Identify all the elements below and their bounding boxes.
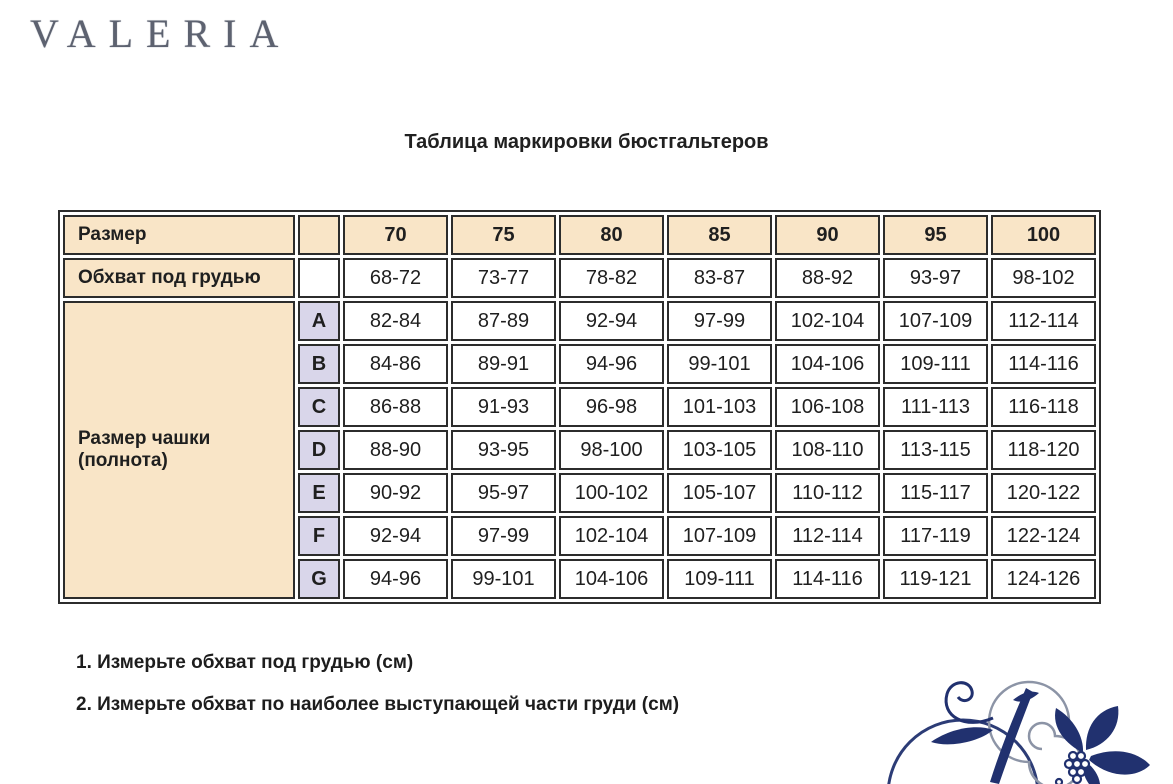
size-header-cell: 90 (775, 215, 880, 255)
underbust-cell: 73-77 (451, 258, 556, 298)
underbust-cell: 93-97 (883, 258, 988, 298)
cup-value-cell: 88-90 (343, 430, 448, 470)
cup-value-cell: 111-113 (883, 387, 988, 427)
cup-value-cell: 113-115 (883, 430, 988, 470)
cup-letter: F (298, 516, 340, 556)
cup-column-spacer (298, 258, 340, 298)
cup-value-cell: 106-108 (775, 387, 880, 427)
size-header-cell: 95 (883, 215, 988, 255)
cup-value-cell: 96-98 (559, 387, 664, 427)
cup-section-label (63, 301, 295, 599)
size-header-cell: 80 (559, 215, 664, 255)
cup-letter: D (298, 430, 340, 470)
cup-value-cell: 105-107 (667, 473, 772, 513)
underbust-cell: 98-102 (991, 258, 1096, 298)
cup-value-cell: 109-111 (883, 344, 988, 384)
cup-value-cell: 119-121 (883, 559, 988, 599)
size-header-cell: 85 (667, 215, 772, 255)
cup-value-cell: 92-94 (559, 301, 664, 341)
cup-value-cell: 97-99 (667, 301, 772, 341)
cup-value-cell: 93-95 (451, 430, 556, 470)
cup-value-cell: 122-124 (991, 516, 1096, 556)
floral-swirl-ornament-icon (873, 660, 1173, 784)
cup-value-cell: 112-114 (991, 301, 1096, 341)
size-header-cell: 70 (343, 215, 448, 255)
cup-value-cell: 112-114 (775, 516, 880, 556)
cup-value-cell: 95-97 (451, 473, 556, 513)
cup-value-cell: 97-99 (451, 516, 556, 556)
cup-section-label-line1: Размер чашки (78, 428, 211, 449)
cup-value-cell: 102-104 (775, 301, 880, 341)
cup-letter: G (298, 559, 340, 599)
cup-value-cell: 110-112 (775, 473, 880, 513)
cup-value-cell: 102-104 (559, 516, 664, 556)
cup-section-label-line2: (полнота) (78, 450, 168, 471)
brand-logo: VALERIA (30, 11, 292, 56)
cup-value-cell: 99-101 (451, 559, 556, 599)
size-chart-table (58, 210, 1101, 604)
cup-letter: B (298, 344, 340, 384)
cup-value-cell: 94-96 (559, 344, 664, 384)
cup-value-cell: 99-101 (667, 344, 772, 384)
cup-value-cell: 118-120 (991, 430, 1096, 470)
underbust-cell: 78-82 (559, 258, 664, 298)
cup-value-cell: 89-91 (451, 344, 556, 384)
cup-value-cell: 98-100 (559, 430, 664, 470)
size-header-cell: 100 (991, 215, 1096, 255)
cup-value-cell: 87-89 (451, 301, 556, 341)
cup-value-cell: 100-102 (559, 473, 664, 513)
cup-value-cell: 114-116 (775, 559, 880, 599)
cup-letter: A (298, 301, 340, 341)
cup-letter: C (298, 387, 340, 427)
underbust-cell: 68-72 (343, 258, 448, 298)
measure-note-1: 1. Измерьте обхват под грудью (см) (76, 652, 414, 673)
cup-value-cell: 94-96 (343, 559, 448, 599)
cup-value-cell: 115-117 (883, 473, 988, 513)
cup-letter: E (298, 473, 340, 513)
cup-value-cell: 103-105 (667, 430, 772, 470)
cup-value-cell: 108-110 (775, 430, 880, 470)
cup-value-cell: 107-109 (667, 516, 772, 556)
size-row-label: Размер (63, 215, 295, 255)
size-header-row (63, 215, 1096, 255)
measure-note-2: 2. Измерьте обхват по наиболее выступающей части груди (см) (76, 694, 680, 715)
underbust-row-label: Обхват под грудью (63, 258, 295, 298)
cup-value-cell: 104-106 (775, 344, 880, 384)
cup-value-cell: 92-94 (343, 516, 448, 556)
size-header-cell: 75 (451, 215, 556, 255)
cup-value-cell: 91-93 (451, 387, 556, 427)
cup-value-cell: 109-111 (667, 559, 772, 599)
cup-value-cell: 104-106 (559, 559, 664, 599)
cup-value-cell: 101-103 (667, 387, 772, 427)
cup-column-spacer (298, 215, 340, 255)
page-title: Таблица маркировки бюстгальтеров (404, 131, 769, 153)
cup-value-cell: 90-92 (343, 473, 448, 513)
cup-value-cell: 120-122 (991, 473, 1096, 513)
cup-value-cell: 117-119 (883, 516, 988, 556)
underbust-row (63, 258, 1096, 298)
cup-value-cell: 124-126 (991, 559, 1096, 599)
cup-value-cell: 107-109 (883, 301, 988, 341)
cup-value-cell: 86-88 (343, 387, 448, 427)
cup-value-cell: 84-86 (343, 344, 448, 384)
underbust-cell: 88-92 (775, 258, 880, 298)
cup-value-cell: 116-118 (991, 387, 1096, 427)
cup-value-cell: 114-116 (991, 344, 1096, 384)
cup-row (63, 301, 1096, 341)
cup-value-cell: 82-84 (343, 301, 448, 341)
underbust-cell: 83-87 (667, 258, 772, 298)
